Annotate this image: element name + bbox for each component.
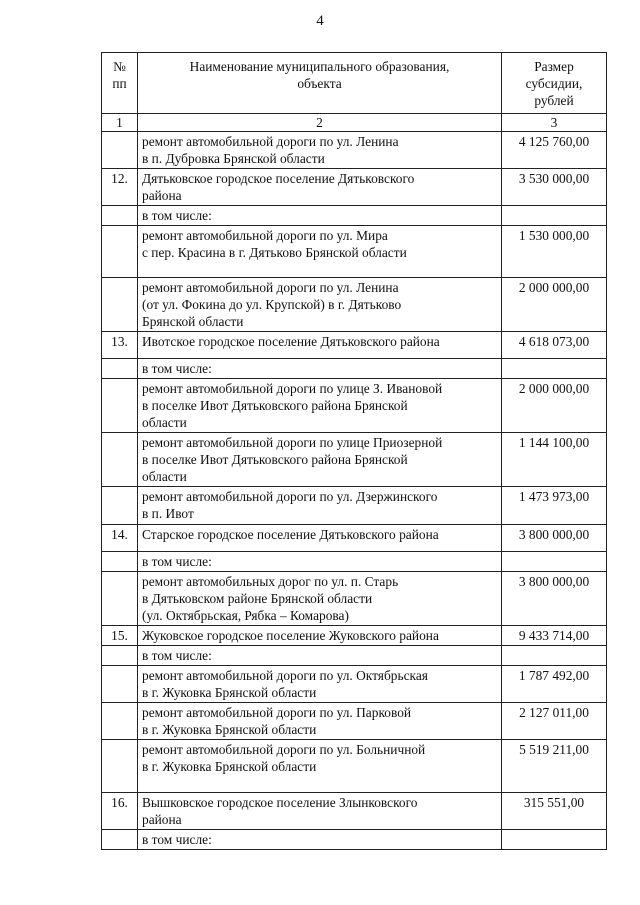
row-name: ремонт автомобильной дороги по ул. Парковой в г. Жуковка Брянской области — [138, 703, 502, 740]
table-row — [102, 359, 607, 379]
row-number — [102, 206, 138, 226]
row-amount: 2 127 011,00 — [502, 703, 607, 740]
row-amount: 1 473 973,00 — [502, 487, 607, 525]
row-amount: 4 125 760,00 — [502, 132, 607, 169]
row-number — [102, 552, 138, 572]
table-row — [102, 572, 607, 626]
row-number — [102, 740, 138, 793]
row-number — [102, 226, 138, 278]
column-index: 2 — [138, 114, 502, 132]
row-name: Вышковское городское поселение Злынковского района — [138, 793, 502, 830]
row-number — [102, 487, 138, 525]
row-number — [102, 433, 138, 487]
row-number — [102, 666, 138, 703]
table-row — [102, 206, 607, 226]
table-row — [102, 646, 607, 666]
row-amount — [502, 206, 607, 226]
row-name: Дятьковское городское поселение Дятьковского района — [138, 169, 502, 206]
header-amount: Размер субсидии, рублей — [502, 53, 607, 114]
table-row — [102, 278, 607, 332]
table-row — [102, 830, 607, 850]
row-number — [102, 359, 138, 379]
row-amount: 2 000 000,00 — [502, 379, 607, 433]
row-number — [102, 572, 138, 626]
row-number: 16. — [102, 793, 138, 830]
table-row — [102, 740, 607, 793]
table-row — [102, 626, 607, 646]
table-row — [102, 552, 607, 572]
column-index: 3 — [502, 114, 607, 132]
row-name: в том числе: — [138, 830, 502, 850]
row-number — [102, 703, 138, 740]
table-row — [102, 379, 607, 433]
row-amount — [502, 830, 607, 850]
column-index: 1 — [102, 114, 138, 132]
row-amount — [502, 359, 607, 379]
row-amount — [502, 552, 607, 572]
row-name: в том числе: — [138, 646, 502, 666]
table-row — [102, 132, 607, 169]
row-amount: 1 787 492,00 — [502, 666, 607, 703]
row-name: Жуковское городское поселение Жуковского района — [138, 626, 502, 646]
table-row — [102, 793, 607, 830]
row-number — [102, 132, 138, 169]
table-row — [102, 169, 607, 206]
row-amount: 315 551,00 — [502, 793, 607, 830]
row-name: ремонт автомобильной дороги по ул. Ленина (от ул. Фокина до ул. Крупской) в г. Дятьково Брянской области — [138, 278, 502, 332]
row-name: ремонт автомобильной дороги по ул. Мира с пер. Красина в г. Дятьково Брянской области — [138, 226, 502, 278]
row-name: в том числе: — [138, 552, 502, 572]
row-name: Ивотское городское поселение Дятьковского района — [138, 332, 502, 359]
row-number: 15. — [102, 626, 138, 646]
header-name: Наименование муниципального образования, объекта — [138, 53, 502, 114]
table-row — [102, 332, 607, 359]
table-row — [102, 226, 607, 278]
row-name: ремонт автомобильной дороги по улице З. Ивановой в поселке Ивот Дятьковского района Брянской области — [138, 379, 502, 433]
row-number — [102, 379, 138, 433]
row-number — [102, 278, 138, 332]
row-amount: 5 519 211,00 — [502, 740, 607, 793]
row-amount: 4 618 073,00 — [502, 332, 607, 359]
row-name: в том числе: — [138, 359, 502, 379]
row-amount: 3 800 000,00 — [502, 525, 607, 552]
row-name: ремонт автомобильной дороги по ул. Больничной в г. Жуковка Брянской области — [138, 740, 502, 793]
table-row — [102, 487, 607, 525]
row-amount: 2 000 000,00 — [502, 278, 607, 332]
row-name: ремонт автомобильной дороги по ул. Ленина в п. Дубровка Брянской области — [138, 132, 502, 169]
row-amount: 3 530 000,00 — [502, 169, 607, 206]
row-name: ремонт автомобильной дороги по ул. Октябрьская в г. Жуковка Брянской области — [138, 666, 502, 703]
row-name: Старское городское поселение Дятьковского района — [138, 525, 502, 552]
row-amount: 1 144 100,00 — [502, 433, 607, 487]
row-number: 14. — [102, 525, 138, 552]
row-name: в том числе: — [138, 206, 502, 226]
row-name: ремонт автомобильной дороги по ул. Дзержинского в п. Ивот — [138, 487, 502, 525]
row-number: 13. — [102, 332, 138, 359]
row-amount: 9 433 714,00 — [502, 626, 607, 646]
row-number: 12. — [102, 169, 138, 206]
row-amount: 1 530 000,00 — [502, 226, 607, 278]
table-row — [102, 703, 607, 740]
table-row — [102, 666, 607, 703]
table-row — [102, 525, 607, 552]
row-number — [102, 646, 138, 666]
table-row — [102, 433, 607, 487]
subsidy-table — [101, 52, 607, 850]
header-number: № пп — [102, 53, 138, 114]
row-amount — [502, 646, 607, 666]
table-header-row — [102, 53, 607, 114]
row-name: ремонт автомобильных дорог по ул. п. Старь в Дятьковском районе Брянской области (ул. Октябрьская, Рябка – Комарова) — [138, 572, 502, 626]
row-name: ремонт автомобильной дороги по улице Приозерной в поселке Ивот Дятьковского района Брянской области — [138, 433, 502, 487]
row-amount: 3 800 000,00 — [502, 572, 607, 626]
page-number: 4 — [316, 13, 324, 29]
row-number — [102, 830, 138, 850]
column-index-row — [102, 114, 607, 132]
